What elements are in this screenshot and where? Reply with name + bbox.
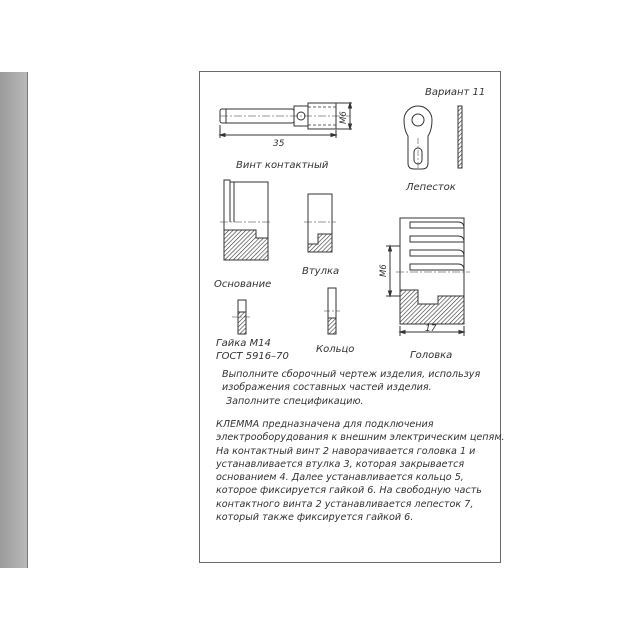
description-line: КЛЕММА предназначена для подключения	[216, 419, 434, 430]
head-width-dimension: 17	[425, 324, 437, 334]
variant-label: Вариант 11	[425, 87, 486, 98]
nut-label-line1: Гайка М14	[216, 338, 271, 349]
petal-drawing	[404, 106, 462, 169]
base-drawing	[220, 180, 270, 260]
contact-screw-drawing	[220, 103, 352, 138]
head-drawing	[386, 218, 470, 336]
instructions-line: Заполните спецификацию.	[226, 395, 364, 407]
petal-label: Лепесток	[406, 182, 456, 193]
instructions-line: изображения составных частей изделия.	[222, 382, 432, 394]
ring-drawing	[324, 288, 340, 334]
description-line: которое фиксируется гайкой 6. На свободную часть	[216, 485, 482, 497]
head-thread-dimension: М6	[379, 264, 389, 277]
head-label: Головка	[410, 350, 453, 361]
screw-length-dimension: 35	[273, 139, 285, 149]
nut-label-line2: ГОСТ 5916–70	[216, 351, 289, 362]
description-text	[216, 418, 505, 524]
description-line: контактного винта 2 устанавливается лепесток 7,	[216, 498, 474, 510]
description-line: основанием 4. Далее устанавливается кольцо 5,	[216, 472, 464, 484]
bushing-drawing	[304, 194, 336, 252]
ring-label: Кольцо	[316, 344, 355, 355]
description-line: На контактный винт 2 наворачивается головка 1 и	[216, 445, 476, 457]
description-line: электрооборудования к внешним электрическим цепям.	[216, 432, 505, 444]
instructions-text	[222, 368, 480, 408]
document-left-gutter	[0, 72, 28, 568]
instructions-line: Выполните сборочный чертеж изделия, используя	[222, 369, 481, 380]
base-label: Основание	[214, 279, 272, 290]
screw-thread-dimension: М6	[339, 111, 349, 124]
bushing-label: Втулка	[302, 266, 340, 277]
drawing-sheet	[199, 71, 505, 563]
nut-drawing	[232, 300, 252, 334]
description-line: который также фиксируется гайкой 6.	[216, 512, 414, 524]
contact-screw-label: Винт контактный	[236, 160, 329, 171]
description-line: устанавливается втулка 3, которая закрывается	[216, 458, 465, 470]
